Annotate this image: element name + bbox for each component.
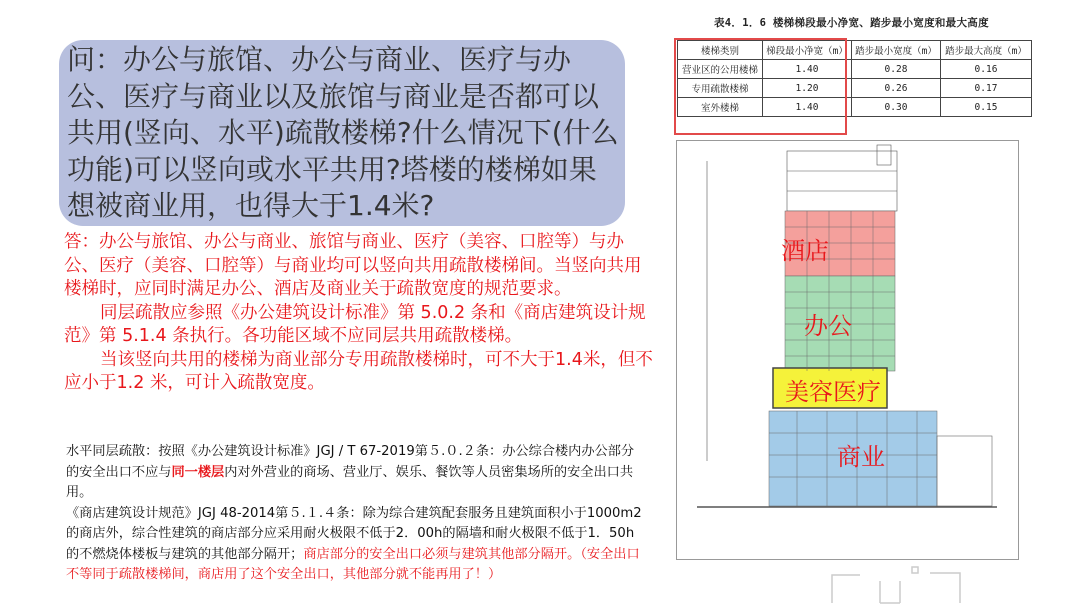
note-1-text-c: 内对外营业的商场、营业厅、娱乐、餐饮等人员密集场所的安全出口共用。	[66, 464, 634, 500]
table-cell: 0.17	[941, 79, 1032, 98]
table-highlight-box	[674, 38, 847, 135]
note-1-highlight: 同一楼层	[171, 464, 225, 480]
table-cell: 0.15	[941, 98, 1032, 117]
notes-block	[66, 442, 646, 586]
table-cell: 1.40	[763, 98, 852, 117]
table-header: 楼梯类别	[678, 41, 763, 60]
table-cell: 1.20	[763, 79, 852, 98]
table-cell: 0.16	[941, 60, 1032, 79]
table-cell: 1.40	[763, 60, 852, 79]
table-cell: 0.30	[852, 98, 941, 117]
answer-p3: 当该竖向共用的楼梯为商业部分专用疏散楼梯时，可不大于1.4米，但不应小于1.2 米，可计入疏散宽度。	[64, 349, 653, 393]
note-1	[66, 442, 646, 504]
answer-p1: 答：办公与旅馆、办公与商业、旅馆与商业、医疗（美容、口腔等）与办公、医疗（美容、口腔等）与商业均可以竖向共用疏散楼梯间。当竖向共用楼梯时，应同时满足办公、酒店及商业关于疏散宽度的规范要求。	[64, 232, 642, 299]
note-1-text-a: 水平同层疏散：按照《办公建筑设计标准》JGJ / T 67-2019第５.０.２条：办公综合楼内办公部分的安全出口不应与	[66, 444, 635, 480]
note-2-highlight: 商店部分的安全出口必须与建筑其他部分隔开。（安全出口不等同于疏散楼梯间，商店用了这个安全出口，其他部分就不能再用了！）	[66, 546, 640, 582]
elevation-drawing	[676, 140, 1019, 560]
table-cell: 营业区的公用楼梯	[678, 60, 763, 79]
answer-p2: 同层疏散应参照《办公建筑设计标准》第 5.0.2 条和《商店建筑设计规范》第 5.1.4 条执行。各功能区域不应同层共用疏散楼梯。	[64, 302, 646, 346]
question-text: 问：办公与旅馆、办公与商业、医疗与办公、医疗与商业以及旅馆与商业是否都可以共用(竖向、水平)疏散楼梯?什么情况下(什么功能)可以竖向或水平共用?塔楼的楼梯如果想被商业用，也得大于1.4米?	[67, 43, 619, 222]
table-header: 梯段最小净宽（m）	[763, 41, 852, 60]
footer-decoration	[830, 565, 990, 605]
table-cell: 0.28	[852, 60, 941, 79]
roof-block	[787, 151, 897, 211]
table-cell: 0.26	[852, 79, 941, 98]
medical-label: 美容医疗	[785, 378, 881, 406]
note-2-text-a: 《商店建筑设计规范》JGJ 48-2014第５.１.４条：除为综合建筑配套服务且建筑面积小于1000m2的商店外，综合性建筑的商店部分应采用耐火极限不低于2．00h的隔墙和耐火极限不低于1．50h的不燃烧体楼板与建筑的其他部分隔开；	[66, 505, 642, 562]
elevation-svg	[677, 141, 1018, 559]
table-cell: 专用疏散楼梯	[678, 79, 763, 98]
table-cell: 室外楼梯	[678, 98, 763, 117]
table-header: 踏步最大高度（m）	[941, 41, 1032, 60]
note-2	[66, 504, 646, 586]
office-label: 办公	[804, 312, 852, 340]
table-caption: 表4．1．6 楼梯梯段最小净宽、踏步最小宽度和最大高度	[714, 17, 989, 29]
table-header: 踏步最小宽度（m）	[852, 41, 941, 60]
hotel-label: 酒店	[781, 237, 829, 265]
retail-label: 商业	[837, 443, 885, 471]
answer-block	[64, 231, 654, 396]
